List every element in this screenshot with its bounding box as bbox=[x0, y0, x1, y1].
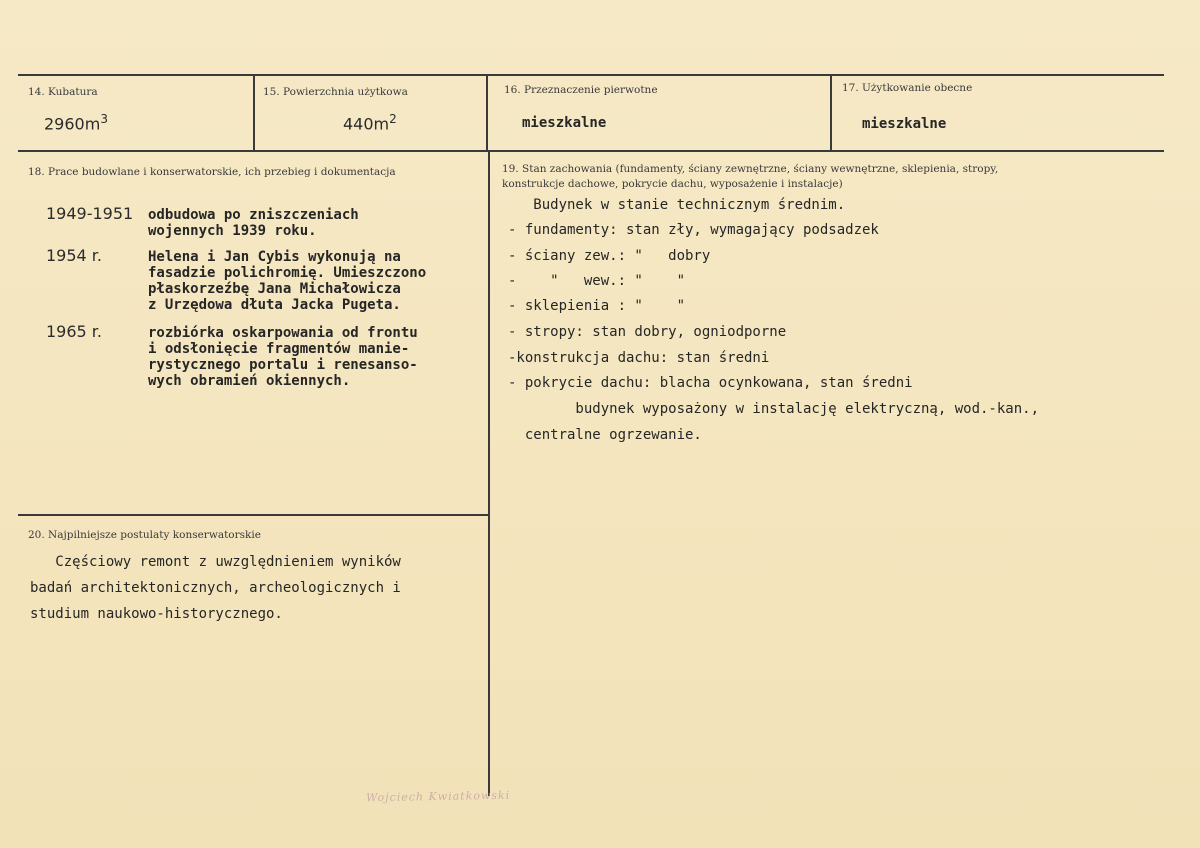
postulate-line-2: badań architektonicznych, archeologicznych i bbox=[30, 580, 401, 596]
entry-3-year: 1965 r. bbox=[46, 322, 102, 341]
top-row-bottom-border bbox=[18, 150, 1164, 152]
field-18-label: 18. Prace budowlane i konserwatorskie, ich przebieg i dokumentacja bbox=[28, 166, 396, 178]
postulate-line-3: studium naukowo-historycznego. bbox=[30, 606, 283, 622]
condition-line-4: - " wew.: " " bbox=[508, 273, 686, 289]
field-16-value: mieszkalne bbox=[522, 115, 607, 131]
entry-2-year: 1954 r. bbox=[46, 246, 102, 265]
divider-14-15 bbox=[253, 76, 255, 150]
field-17-label: 17. Użytkowanie obecne bbox=[842, 82, 973, 94]
entry-2-line-4: z Urzędowa dłuta Jacka Pugeta. bbox=[148, 297, 401, 313]
entry-3-line-2: i odsłonięcie fragmentów manie- bbox=[148, 341, 410, 357]
area-unit-exponent: 2 bbox=[389, 112, 397, 126]
condition-line-1: Budynek w stanie technicznym średnim. bbox=[508, 197, 846, 213]
condition-line-3: - ściany zew.: " dobry bbox=[508, 248, 711, 264]
entry-2-line-3: płaskorzeźbę Jana Michałowicza bbox=[148, 281, 401, 297]
entry-2-line-1: Helena i Jan Cybis wykonują na bbox=[148, 249, 401, 265]
postulate-line-1: Częściowy remont z uwzględnieniem wyników bbox=[30, 554, 401, 570]
cubature-number: 2960m bbox=[44, 114, 101, 134]
condition-line-7: -konstrukcja dachu: stan średni bbox=[508, 350, 770, 366]
field-19-label-line-2: konstrukcje dachowe, pokrycie dachu, wyposażenie i instalacje) bbox=[502, 178, 843, 190]
entry-3-line-3: rystycznego portalu i renesanso- bbox=[148, 357, 418, 373]
entry-1-line-1: odbudowa po zniszczeniach bbox=[148, 207, 359, 223]
condition-line-10: centralne ogrzewanie. bbox=[508, 427, 702, 443]
field-17-value: mieszkalne bbox=[862, 116, 947, 132]
field-16-label: 16. Przeznaczenie pierwotne bbox=[504, 84, 658, 96]
field-20-label: 20. Najpilniejsze postulaty konserwatorskie bbox=[28, 529, 261, 541]
area-number: 440m bbox=[343, 114, 390, 134]
field-14-label: 14. Kubatura bbox=[28, 86, 98, 98]
entry-1-year: 1949-1951 bbox=[46, 204, 134, 223]
field-19-label-line-1: 19. Stan zachowania (fundamenty, ściany zewnętrzne, ściany wewnętrzne, sklepienia, stropy, bbox=[502, 163, 999, 175]
field-14-value bbox=[44, 112, 108, 133]
condition-line-6: - stropy: stan dobry, ogniodporne bbox=[508, 324, 787, 340]
field-15-value bbox=[343, 112, 397, 133]
divider-15-16 bbox=[486, 76, 488, 150]
main-vertical-divider bbox=[488, 150, 490, 796]
cubature-unit-exponent: 3 bbox=[100, 112, 108, 126]
divider-16-17 bbox=[830, 76, 832, 150]
condition-line-2: - fundamenty: stan zły, wymagający podsadzek bbox=[508, 222, 879, 238]
section-20-top-border bbox=[18, 514, 488, 516]
condition-line-9: budynek wyposażony w instalację elektryczną, wod.-kan., bbox=[508, 401, 1040, 417]
entry-2-line-2: fasadzie polichromię. Umieszczono bbox=[148, 265, 427, 281]
top-row-top-border bbox=[18, 74, 1164, 76]
entry-1-line-2: wojennych 1939 roku. bbox=[148, 223, 317, 239]
entry-3-line-1: rozbiórka oskarpowania od frontu bbox=[148, 325, 418, 341]
faded-name-stamp: Wojciech Kwiatkowski bbox=[365, 788, 511, 805]
field-15-label: 15. Powierzchnia użytkowa bbox=[263, 86, 408, 98]
condition-line-8: - pokrycie dachu: blacha ocynkowana, stan średni bbox=[508, 375, 913, 391]
condition-line-5: - sklepienia : " " bbox=[508, 298, 686, 314]
entry-3-line-4: wych obramień okiennych. bbox=[148, 373, 351, 389]
